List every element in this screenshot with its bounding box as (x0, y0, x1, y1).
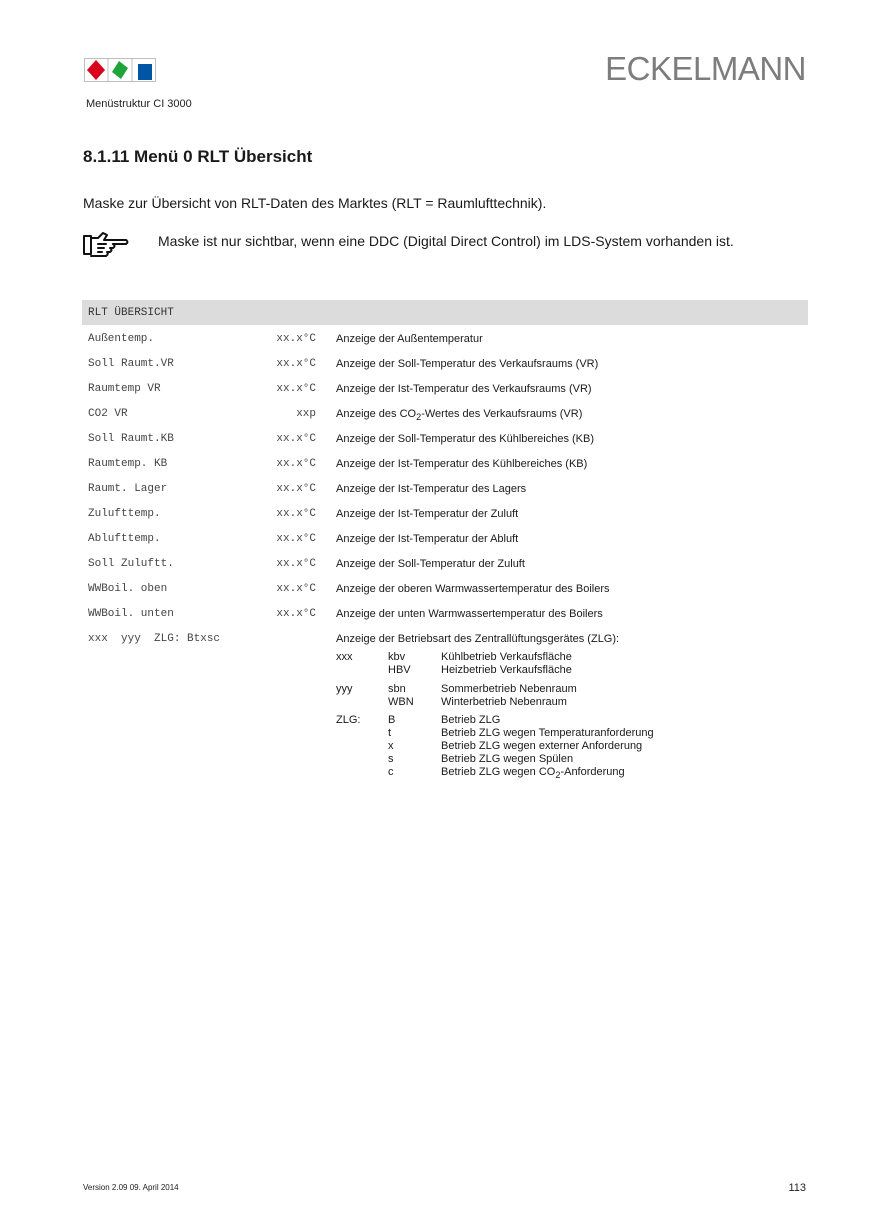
legend-text-part: -Anforderung (560, 766, 625, 778)
row-value: xxp (296, 408, 316, 420)
subscript-two: 2 (555, 770, 561, 781)
legend-code: sbn (388, 683, 406, 695)
legend-code: x (388, 740, 394, 752)
row-description: Anzeige der Ist-Temperatur der Zuluft (336, 508, 519, 520)
document-subtitle: Menüstruktur CI 3000 (86, 98, 192, 110)
row-description: Anzeige der Soll-Temperatur der Zuluft (336, 558, 525, 570)
row-description: Anzeige der Ist-Temperatur des Lagers (336, 483, 527, 495)
legend-key: xxx (336, 651, 353, 663)
legend-code: B (388, 714, 396, 726)
row-label: Raumt. Lager (88, 483, 168, 495)
section-intro: Maske zur Übersicht von RLT-Daten des Marktes (RLT = Raumlufttechnik). (83, 195, 547, 211)
logo-green-diamond (112, 61, 128, 79)
row-label: Ablufttemp. (88, 533, 161, 545)
row-value: xx.x°C (276, 383, 316, 395)
row-label: WWBoil. oben (88, 583, 168, 595)
legend-code: s (388, 753, 394, 765)
table-row (82, 350, 808, 375)
row-description: Anzeige der Soll-Temperatur des Kühlbereiches (KB) (336, 433, 595, 445)
row-value: xx.x°C (276, 583, 316, 595)
row-label: WWBoil. unten (88, 608, 174, 620)
legend-text: Heizbetrieb Verkaufsfläche (441, 664, 572, 676)
row-label: Außentemp. (88, 333, 155, 345)
legend-text: Sommerbetrieb Nebenraum (441, 683, 577, 695)
row-label: Raumtemp VR (88, 383, 161, 395)
table-row (82, 625, 808, 650)
page-number: 113 (788, 1182, 806, 1194)
table-row (82, 500, 808, 525)
row-label: xxx yyy ZLG: Btxsc (88, 633, 221, 645)
table-row (82, 525, 808, 550)
logo-blue-square (138, 64, 152, 80)
row-description: Anzeige der Betriebsart des Zentrallüftungsgerätes (ZLG): (336, 633, 620, 645)
row-label: Soll Zuluftt. (88, 558, 174, 570)
row-value: xx.x°C (276, 333, 316, 345)
legend-text: Betrieb ZLG (441, 714, 501, 726)
row-description: Anzeige der Ist-Temperatur des Verkaufsraums (VR) (336, 383, 592, 395)
desc-text: Anzeige des CO (336, 408, 417, 420)
row-label: Raumtemp. KB (88, 458, 168, 470)
legend-code: HBV (388, 664, 411, 676)
row-value: xx.x°C (276, 558, 316, 570)
legend-key: yyy (336, 683, 353, 695)
legend-text: Winterbetrieb Nebenraum (441, 696, 567, 708)
logo-red-diamond (87, 60, 105, 80)
row-label: Soll Raumt.KB (88, 433, 174, 445)
legend-code: kbv (388, 651, 406, 663)
table-row (82, 550, 808, 575)
legend-text (441, 766, 625, 782)
row-description: Anzeige der unten Warmwassertemperatur des Boilers (336, 608, 603, 620)
row-description: Anzeige der Ist-Temperatur der Abluft (336, 533, 519, 545)
row-label: CO2 VR (88, 408, 128, 420)
legend-text: Betrieb ZLG wegen Temperaturanforderung (441, 727, 654, 739)
row-value: xx.x°C (276, 433, 316, 445)
mask-title: RLT ÜBERSICHT (82, 300, 808, 325)
table-row (82, 450, 808, 475)
desc-text: -Wertes des Verkaufsraums (VR) (421, 408, 583, 420)
row-value: xx.x°C (276, 533, 316, 545)
row-label: Soll Raumt.VR (88, 358, 174, 370)
rlt-mask-table (82, 300, 808, 650)
legend-code: WBN (388, 696, 414, 708)
row-value: xx.x°C (276, 508, 316, 520)
legend-code: c (388, 766, 394, 778)
legend-key: ZLG: (336, 714, 361, 726)
row-value: xx.x°C (276, 358, 316, 370)
row-description: Anzeige der Soll-Temperatur des Verkaufsraums (VR) (336, 358, 599, 370)
row-description: Anzeige der oberen Warmwassertemperatur des Boilers (336, 583, 610, 595)
row-value: xx.x°C (276, 458, 316, 470)
table-row (82, 375, 808, 400)
table-row (82, 575, 808, 600)
row-value: xx.x°C (276, 483, 316, 495)
legend-text: Betrieb ZLG wegen externer Anforderung (441, 740, 643, 752)
table-row (82, 400, 808, 425)
table-row (82, 475, 808, 500)
legend-text: Kühlbetrieb Verkaufsfläche (441, 651, 572, 663)
table-row (82, 425, 808, 450)
table-row (82, 325, 808, 350)
row-description (336, 408, 582, 422)
footer-version: Version 2.09 09. April 2014 (83, 1183, 179, 1192)
row-description: Anzeige der Außentemperatur (336, 333, 483, 345)
section-heading: 8.1.11 Menü 0 RLT Übersicht (83, 147, 313, 166)
row-description: Anzeige der Ist-Temperatur des Kühlbereiches (KB) (336, 458, 588, 470)
brand-name: ECKELMANN (605, 50, 806, 87)
eckelmann-logo (84, 58, 156, 82)
pointing-hand-icon (82, 230, 130, 260)
visibility-note: Maske ist nur sichtbar, wenn eine DDC (Digital Direct Control) im LDS-System vorhanden ist. (158, 233, 734, 249)
row-value: xx.x°C (276, 608, 316, 620)
row-label: Zulufttemp. (88, 508, 161, 520)
legend-text-part: Betrieb ZLG wegen CO (441, 766, 556, 778)
table-row (82, 600, 808, 625)
legend-text: Betrieb ZLG wegen Spülen (441, 753, 574, 765)
legend-code: t (388, 727, 392, 739)
subscript-two: 2 (416, 412, 422, 423)
